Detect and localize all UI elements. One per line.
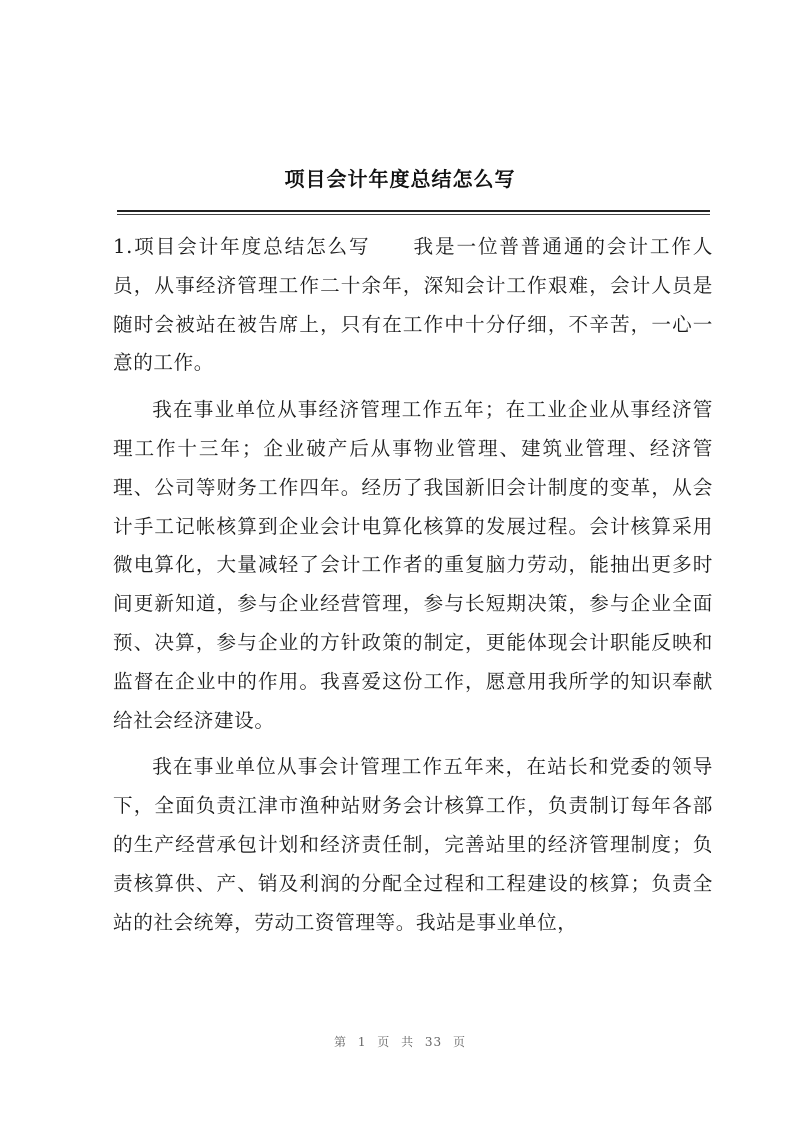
document-body [113, 228, 713, 950]
paragraph: 我在事业单位从事会计管理工作五年来，在站长和党委的领导下，全面负责江津市渔种站财务会计核算工作，负责制订每年各部的生产经营承包计划和经济责任制，完善站里的经济管理制度；负责核算供、产、销及利润的分配全过程和工程建设的核算；负责全站的社会统筹，劳动工资管理等。我站是事业单位， [113, 755, 713, 934]
title-divider-thin [117, 214, 710, 215]
page-title: 项目会计年度总结怎么写 [284, 167, 516, 191]
page-number-footer: 第 1 页 共 33 页 [334, 1035, 466, 1049]
paragraph: 1.项目会计年度总结怎么写 我是一位普普通通的会计工作人员，从事经济管理工作二十余年，深知会计工作艰难，会计人员是随时会被站在被告席上，只有在工作中十分仔细，不辛苦，一心一意的工作。 [113, 235, 713, 375]
paragraph: 我在事业单位从事经济管理工作五年；在工业企业从事经济管理工作十三年；企业破产后从事物业管理、建筑业管理、经济管理、公司等财务工作四年。经历了我国新旧会计制度的变革，从会计手工记帐核算到企业会计电算化核算的发展过程。会计核算采用微电算化，大量减轻了会计工作者的重复脑力劳动，能抽出更多时间更新知道，参与企业经营管理，参与长短期决策，参与企业全面预、决算，参与企业的方针政策的制定，更能体现会计职能反映和监督在企业中的作用。我喜爱这份工作，愿意用我所学的知识奉献给社会经济建设。 [113, 398, 713, 732]
title-divider [117, 210, 710, 212]
